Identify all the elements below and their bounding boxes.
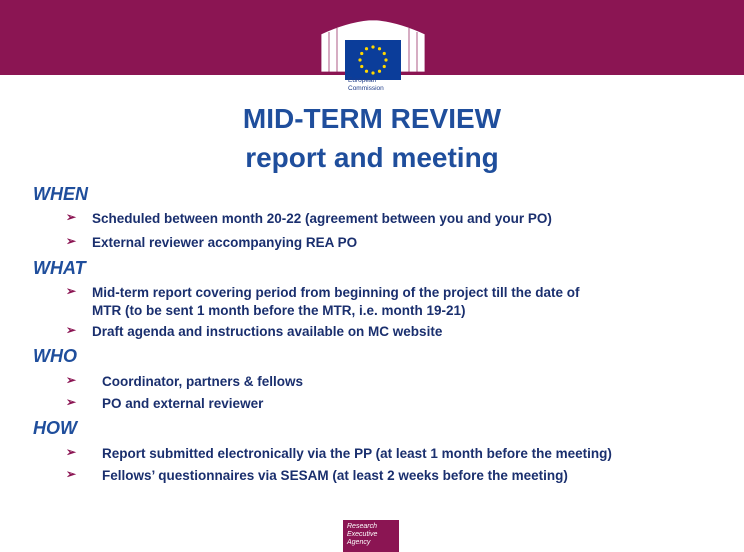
bullet-item: Scheduled between month 20-22 (agreement between you and your PO) bbox=[92, 211, 552, 226]
flag-star-icon bbox=[360, 65, 363, 68]
bullet-arrow-icon: ➢ bbox=[66, 373, 77, 387]
section-heading-when: WHEN bbox=[33, 184, 88, 204]
european-commission-label: European Commission bbox=[348, 77, 384, 92]
flag-star-icon bbox=[378, 47, 381, 50]
flag-star-icon bbox=[360, 52, 363, 55]
bullet-item: Report submitted electronically via the PP (at least 1 month before the meeting) bbox=[102, 446, 612, 461]
section-heading-what: WHAT bbox=[33, 258, 86, 278]
flag-star-icon bbox=[383, 52, 386, 55]
bullet-arrow-icon: ➢ bbox=[66, 445, 77, 459]
bullet-item: Fellows’ questionnaires via SESAM (at least 2 weeks before the meeting) bbox=[102, 468, 568, 483]
section-heading-how: HOW bbox=[33, 418, 77, 438]
flag-star-icon bbox=[384, 58, 387, 61]
flag-star-icon bbox=[371, 45, 374, 48]
bullet-item-continuation: MTR (to be sent 1 month before the MTR, i.e. month 19-21) bbox=[92, 303, 466, 318]
flag-star-icon bbox=[365, 70, 368, 73]
flag-star-icon bbox=[383, 65, 386, 68]
flag-star-icon bbox=[365, 47, 368, 50]
bullet-arrow-icon: ➢ bbox=[66, 323, 77, 337]
bullet-arrow-icon: ➢ bbox=[66, 467, 77, 481]
flag-star-icon bbox=[358, 58, 361, 61]
bullet-item: PO and external reviewer bbox=[102, 396, 264, 411]
flag-star-icon bbox=[371, 71, 374, 74]
bullet-item: Draft agenda and instructions available on MC website bbox=[92, 324, 443, 339]
bullet-arrow-icon: ➢ bbox=[66, 284, 77, 298]
bullet-arrow-icon: ➢ bbox=[66, 210, 77, 224]
bullet-item: External reviewer accompanying REA PO bbox=[92, 235, 358, 250]
section-heading-who: WHO bbox=[33, 346, 77, 366]
research-executive-agency-logo: Research Executive Agency bbox=[343, 520, 399, 552]
title-line1: MID-TERM REVIEW bbox=[242, 103, 502, 134]
bullet-item: Coordinator, partners & fellows bbox=[102, 374, 304, 389]
bullet-arrow-icon: ➢ bbox=[66, 234, 77, 248]
bullet-item: Mid-term report covering period from beginning of the project till the date of bbox=[92, 285, 580, 300]
flag-star-icon bbox=[378, 70, 381, 73]
bullet-arrow-icon: ➢ bbox=[66, 395, 77, 409]
title-line2: report and meeting bbox=[245, 142, 499, 173]
